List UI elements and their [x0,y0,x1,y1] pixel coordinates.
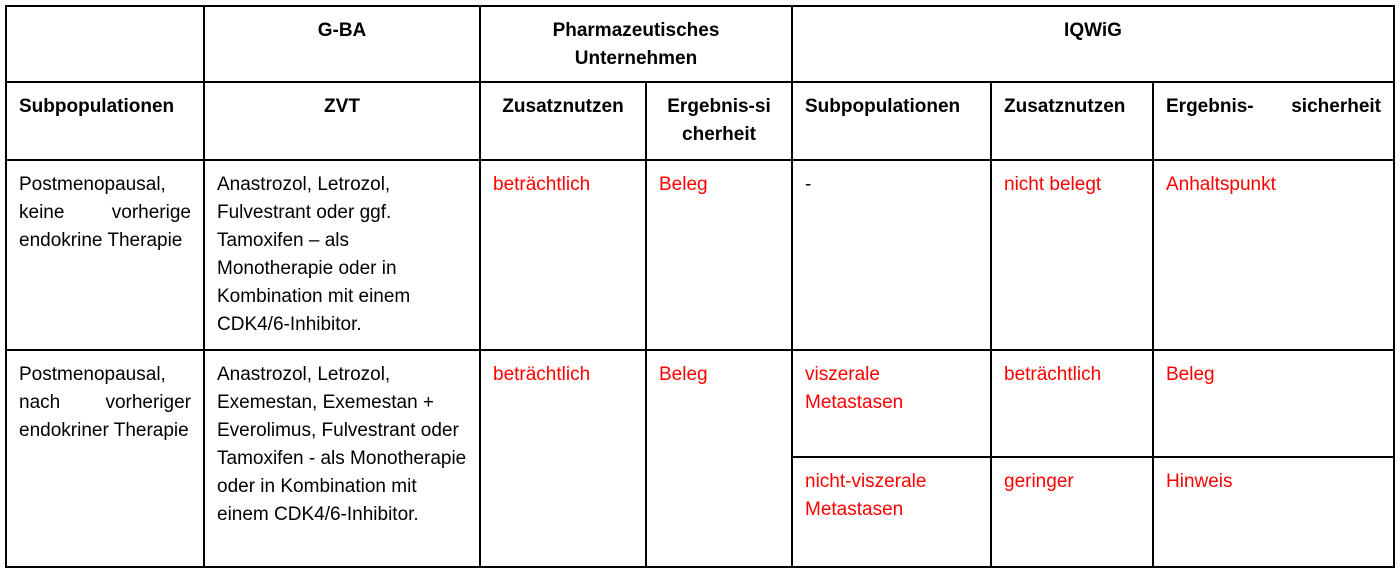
header-empty-cell [6,6,204,82]
table-row [6,160,1394,350]
row-2b-iqwig-subpopulation: nicht-viszerale Metastasen [792,457,991,567]
row-2-zvt: Anastrozol, Letrozol, Exemestan, Exemestan + Everolimus, Fulvestrant oder Tamoxifen - als Monotherapie oder in Kombination mit einem CDK4/6-Inhibitor. [204,350,480,567]
row-1-company-benefit: beträchtlich [480,160,646,350]
subheader-company-certainty-text: Ergebnis-sicherheit [667,96,771,145]
subheader-row [6,82,1394,160]
table-row [6,350,1394,457]
row-2b-iqwig-certainty: Hinweis [1153,457,1394,567]
row-2b-iqwig-benefit: geringer [991,457,1153,567]
header-gba: G-BA [204,6,480,82]
subheader-zvt: ZVT [204,82,480,160]
row-2-company-certainty: Beleg [646,350,792,567]
row-1-iqwig-subpopulation: - [792,160,991,350]
subheader-iqwig-benefit: Zusatznutzen [991,82,1153,160]
subheader-iqwig-certainty: Ergebnis- sicherheit [1153,82,1394,160]
row-1-zvt: Anastrozol, Letrozol, Fulvestrant oder ggf. Tamoxifen – als Monotherapie oder in Kombination mit einem CDK4/6-Inhibitor. [204,160,480,350]
subheader-subpopulations: Subpopulationen [6,82,204,160]
header-row [6,6,1394,82]
row-2-company-benefit: beträchtlich [480,350,646,567]
header-company-text: Pharmazeutisches Unternehmen [552,20,720,69]
subheader-company-certainty [646,82,792,160]
row-2a-iqwig-subpopulation: viszerale Metastasen [792,350,991,457]
row-2-subpopulation: Postmenopausal, nach vorheriger endokriner Therapie [6,350,204,567]
row-1-iqwig-certainty: Anhaltspunkt [1153,160,1394,350]
header-company [480,6,792,82]
row-1-company-certainty: Beleg [646,160,792,350]
row-1-subpopulation: Postmenopausal, keine vorherige endokrine Therapie [6,160,204,350]
row-1-iqwig-benefit: nicht belegt [991,160,1153,350]
row-2a-iqwig-certainty: Beleg [1153,350,1394,457]
header-iqwig: IQWiG [792,6,1394,82]
benefit-assessment-table [5,5,1395,568]
row-2a-iqwig-benefit: beträchtlich [991,350,1153,457]
subheader-company-benefit: Zusatznutzen [480,82,646,160]
subheader-iqwig-subpopulations: Subpopulationen [792,82,991,160]
